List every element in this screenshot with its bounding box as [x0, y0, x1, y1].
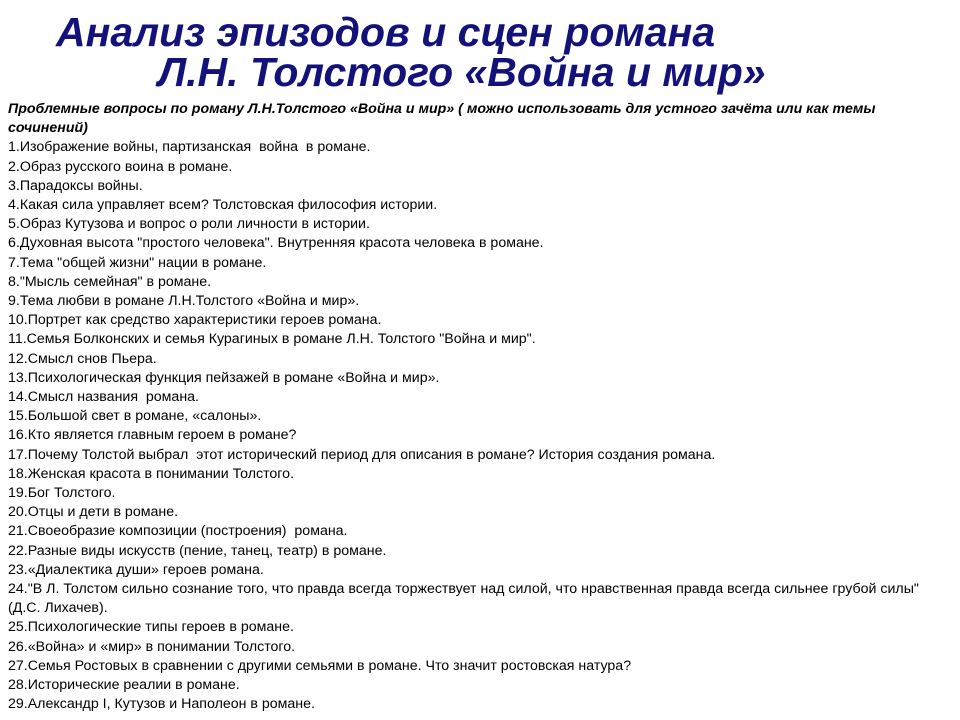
question-item: 21.Своеобразие композиции (построения) романа. [8, 523, 348, 540]
question-item: 22.Разные виды искусств (пение, танец, театр) в романе. [8, 542, 387, 559]
question-item: 6.Духовная высота "простого человека". Внутренняя красота человека в романе. [8, 235, 544, 252]
question-item: 28.Исторические реалии в романе. [8, 677, 240, 694]
subtitle: Проблемные вопросы по роману Л.Н.Толстого «Война и мир» ( можно использовать для устного зачёта или как темы сочинений) [8, 101, 876, 137]
question-item: 14.Смысл названия романа. [8, 389, 199, 406]
question-item: 23.«Диалектика души» героев романа. [8, 561, 264, 578]
question-item: 24."В Л. Толстом сильно сознание того, что правда всегда торжествует над силой, что нравственная правда всегда сильнее грубой силы" (Д.С. Лихачев). [8, 581, 923, 617]
page-title [0, 0, 960, 100]
question-item: 8."Мысль семейная" в романе. [8, 273, 212, 290]
question-item: 19.Бог Толстого. [8, 485, 116, 502]
question-item: 1.Изображение войны, партизанская война в романе. [8, 139, 371, 156]
question-item: 7.Тема "общей жизни" нации в романе. [8, 254, 267, 271]
title-line-2: Л.Н. Толстого «Война и мир» [158, 49, 766, 95]
question-item: 13.Психологическая функция пейзажей в романе «Война и мир». [8, 369, 440, 386]
question-item: 12.Смысл снов Пьера. [8, 350, 157, 367]
questions-list [8, 138, 952, 714]
question-item: 18.Женская красота в понимании Толстого. [8, 465, 295, 482]
question-item: 16.Кто является главным героем в романе? [8, 427, 297, 444]
question-item: 15.Большой свет в романе, «салоны». [8, 408, 262, 425]
question-item: 17.Почему Толстой выбрал этот исторический период для описания в романе? История создания романа. [8, 446, 716, 463]
question-item: 2.Образ русского воина в романе. [8, 158, 233, 175]
question-item: 26.«Война» и «мир» в понимании Толстого. [8, 638, 296, 655]
document-body [8, 100, 952, 715]
question-item: 25.Психологические типы героев в романе. [8, 619, 294, 636]
question-item: 5.Образ Кутузова и вопрос о роли личности в истории. [8, 216, 370, 233]
title-line-1: Анализ эпизодов и сцен романа [56, 9, 716, 55]
question-item: 3.Парадоксы войны. [8, 177, 143, 194]
question-item: 29.Александр I, Кутузов и Наполеон в романе. [8, 696, 315, 713]
question-item: 9.Тема любви в романе Л.Н.Толстого «Война и мир». [8, 293, 360, 310]
question-item: 11.Семья Болконских и семья Курагиных в романе Л.Н. Толстого "Война и мир". [8, 331, 536, 348]
question-item: 10.Портрет как средство характеристики героев романа. [8, 312, 382, 329]
question-item: 20.Отцы и дети в романе. [8, 504, 179, 521]
question-item: 4.Какая сила управляет всем? Толстовская философия истории. [8, 197, 438, 214]
question-item: 27.Семья Ростовых в сравнении с другими семьями в романе. Что значит ростовская натура? [8, 657, 632, 674]
